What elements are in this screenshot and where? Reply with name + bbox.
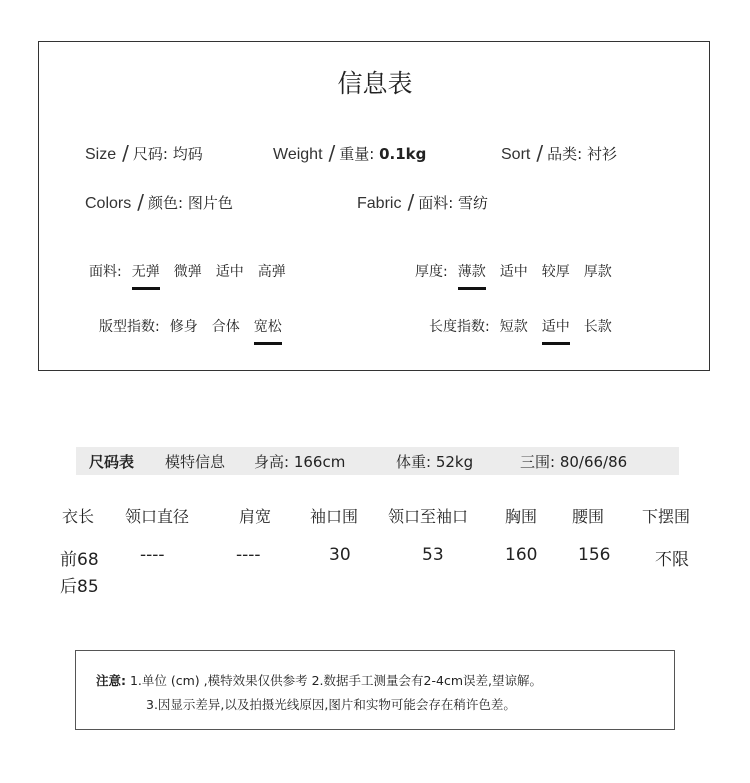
length-option-medium: 适中 xyxy=(542,316,570,336)
fit-option-loose: 宽松 xyxy=(254,316,282,336)
thickness-option-medium: 适中 xyxy=(499,264,528,280)
model-height: 身高: 166cm xyxy=(254,453,346,471)
length-option-long: 长款 xyxy=(583,319,612,335)
slash: / xyxy=(122,141,129,165)
sort-field xyxy=(501,140,617,164)
model-info-strip xyxy=(76,447,679,475)
elasticity-option-none: 无弹 xyxy=(132,261,160,281)
value-hem: 不限 xyxy=(655,550,689,570)
colors-value: 图片色 xyxy=(187,194,233,212)
info-title: 信息表 xyxy=(337,69,413,98)
elasticity-label: 面料: xyxy=(89,264,122,280)
value-neck-diameter: ---- xyxy=(140,545,165,565)
sort-en-label: Sort xyxy=(501,146,531,163)
elasticity-scale xyxy=(89,261,300,281)
fabric-value: 雪纺 xyxy=(458,194,489,212)
colors-cn-label: 颜色: xyxy=(147,194,184,212)
thickness-label: 厚度: xyxy=(415,264,448,280)
value-neck-to-cuff: 53 xyxy=(422,545,444,565)
note-label: 注意: xyxy=(96,673,126,688)
colors-en-label: Colors xyxy=(85,195,132,212)
thickness-option-thicker: 较厚 xyxy=(541,264,570,280)
note-line-1 xyxy=(96,671,542,689)
fit-option-regular: 合体 xyxy=(211,319,240,335)
size-value: 均码 xyxy=(172,145,203,163)
sort-value: 衬衫 xyxy=(586,145,617,163)
size-field xyxy=(85,140,203,164)
fabric-cn-label: 面料: xyxy=(418,194,454,212)
header-length: 衣长 xyxy=(62,507,95,526)
colors-field xyxy=(85,189,233,213)
length-option-short: 短款 xyxy=(499,319,528,335)
weight-cn-label: 重量: xyxy=(339,145,375,163)
elasticity-option-medium: 适中 xyxy=(215,264,244,280)
info-table xyxy=(38,41,710,371)
thickness-scale xyxy=(415,261,626,281)
size-chart-label: 尺码表 xyxy=(89,453,135,471)
note-line-2: 3.因显示差异,以及拍摄光线原因,图片和实物可能会存在稍许色差。 xyxy=(146,697,516,712)
elasticity-option-high: 高弹 xyxy=(257,264,286,280)
length-scale xyxy=(429,316,626,336)
size-en-label: Size xyxy=(85,146,117,163)
slash: / xyxy=(137,190,144,214)
value-chest: 160 xyxy=(505,545,538,565)
model-info-label: 模特信息 xyxy=(165,453,226,471)
fabric-field xyxy=(357,189,488,213)
thickness-option-thin: 薄款 xyxy=(458,261,486,281)
weight-field xyxy=(273,140,426,164)
value-waist: 156 xyxy=(578,545,611,565)
fabric-en-label: Fabric xyxy=(357,195,402,212)
size-cn-label: 尺码: xyxy=(132,145,168,163)
header-cuff: 袖口围 xyxy=(310,507,359,526)
header-chest: 胸围 xyxy=(505,507,538,526)
value-shoulder: ---- xyxy=(236,545,261,565)
value-length-back: 后85 xyxy=(60,577,99,597)
fit-scale xyxy=(99,316,296,336)
weight-value: 0.1kg xyxy=(379,145,427,163)
header-neck-to-cuff: 领口至袖口 xyxy=(388,507,469,526)
note-text-1: 1.单位 (cm) ,模特效果仅供参考 2.数据手工测量会有2-4cm误差,望谅解。 xyxy=(129,673,542,688)
value-cuff: 30 xyxy=(329,545,351,565)
sort-cn-label: 品类: xyxy=(547,145,583,163)
fit-option-slim: 修身 xyxy=(169,319,198,335)
thickness-option-thick: 厚款 xyxy=(583,264,612,280)
length-label: 长度指数: xyxy=(429,319,490,335)
fit-label: 版型指数: xyxy=(99,319,160,335)
slash: / xyxy=(328,141,336,165)
model-weight: 体重: 52kg xyxy=(396,453,474,471)
note-box xyxy=(75,650,675,730)
weight-en-label: Weight xyxy=(273,146,323,163)
value-length-front: 前68 xyxy=(60,550,99,570)
model-measurements: 三围: 80/66/86 xyxy=(520,453,628,471)
header-shoulder: 肩宽 xyxy=(239,507,272,526)
slash: / xyxy=(536,141,544,165)
header-waist: 腰围 xyxy=(572,507,605,526)
header-neck-diameter: 领口直径 xyxy=(125,507,190,526)
slash: / xyxy=(407,190,415,214)
elasticity-option-slight: 微弹 xyxy=(173,264,202,280)
header-hem: 下摆围 xyxy=(642,507,691,526)
